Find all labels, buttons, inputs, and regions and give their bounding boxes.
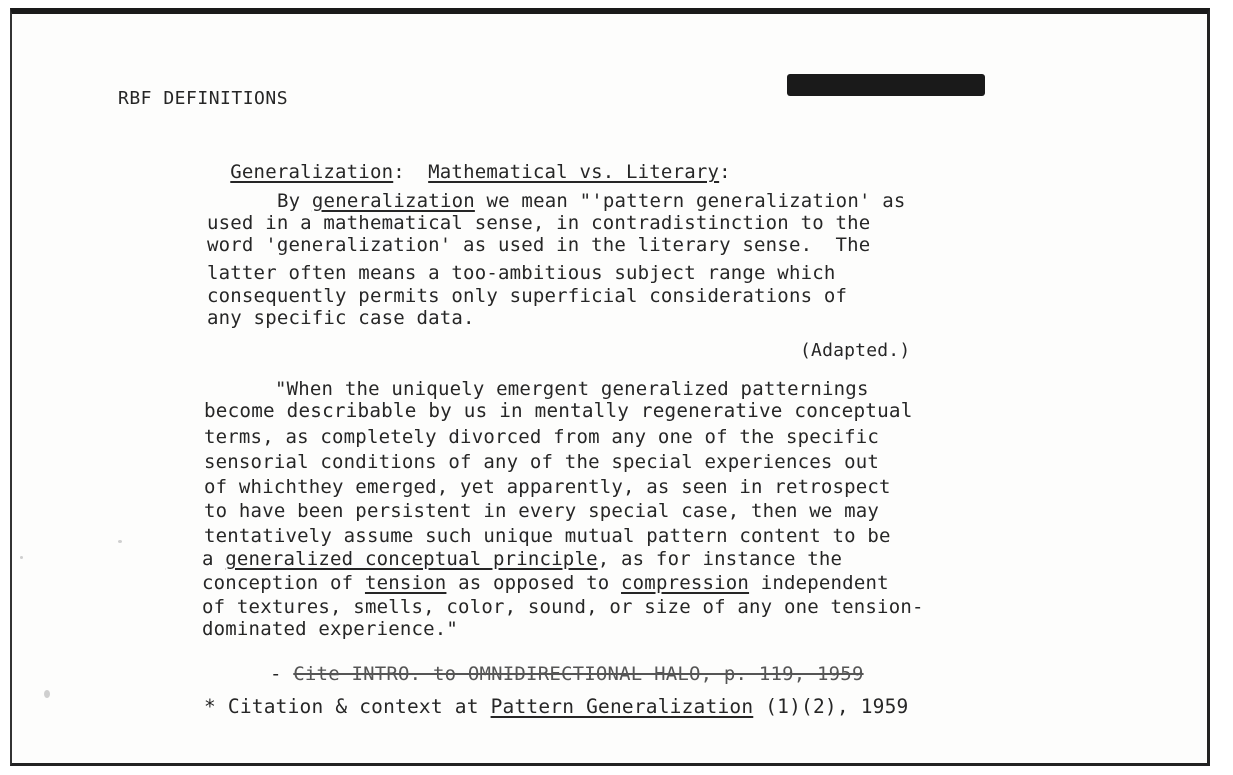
quote-line-3: terms, as completely divorced from any one of the specific [204, 426, 880, 448]
para1-term: generalization [311, 190, 475, 212]
quote-line-9-rest: independent [749, 572, 889, 594]
heading-qualifier-colon: : [719, 161, 731, 183]
quote-line-5: of whichthey emerged, yet apparently, as seen in retrospect [204, 476, 891, 498]
quote-line-4: sensorial conditions of any of the special experiences out [204, 451, 880, 473]
quote-line-6: to have been persistent in every special case, then we may [204, 500, 880, 522]
para1-prefix: By [277, 190, 312, 212]
quote-line-9-prefix: conception of [202, 572, 365, 594]
quote-line-9-mid: as opposed to [446, 572, 622, 594]
quote-line-9 [202, 572, 889, 594]
citation-struck-text: Cite INTRO. to OMNIDIRECTIONAL HALO, p. 119, 1959 [293, 663, 864, 685]
citation-prefix: Citation & context at [215, 695, 491, 718]
struck-citation [270, 663, 864, 685]
citation-line [204, 696, 909, 718]
quote-line-8-prefix: a [202, 548, 226, 570]
heading-colon: : [393, 161, 405, 183]
scan-speck [118, 540, 122, 543]
para1-line-2: used in a mathematical sense, in contradistinction to the [207, 212, 871, 234]
para1-line-5: consequently permits only superficial considerations of [207, 285, 848, 307]
definition-heading [207, 139, 731, 183]
adapted-note: (Adapted.) [800, 340, 911, 361]
citation-marker: * [204, 695, 216, 718]
para1-line-6: any specific case data. [207, 307, 475, 329]
citation-dash: - [270, 663, 294, 685]
quote-line-7: tentatively assume such unique mutual pattern content to be [204, 525, 891, 547]
heading-term: Generalization [230, 161, 394, 183]
quote-line-10: of textures, smells, color, sound, or size of any one tension- [202, 596, 924, 618]
scan-speck [20, 556, 23, 559]
para1-line-3: word 'generalization' as used in the literary sense. The [207, 234, 871, 256]
quote-line-2: become describable by us in mentally regenerative conceptual [204, 399, 913, 422]
quote-line-8 [202, 548, 842, 570]
redaction-bar [787, 74, 985, 96]
quote-term-compression: compression [621, 572, 750, 594]
quote-term-principle: generalized conceptual principle [225, 548, 598, 570]
heading-qualifier: Mathematical vs. Literary [428, 161, 720, 183]
para1-line-4: latter often means a too-ambitious subject range which [207, 262, 836, 284]
para1-line-1 [277, 190, 906, 212]
scan-speck [44, 690, 50, 698]
quote-line-11: dominated experience." [202, 618, 459, 640]
citation-suffix: (1)(2), 1959 [753, 695, 909, 718]
header-label: RBF DEFINITIONS [118, 88, 289, 109]
quote-line-1: "When the uniquely emergent generalized patternings [275, 378, 869, 400]
para1-rest: we mean "'pattern generalization' as [474, 190, 906, 212]
quote-term-tension: tension [364, 572, 447, 594]
quote-line-8-rest: , as for instance the [597, 548, 843, 570]
citation-link[interactable]: Pattern Generalization [490, 695, 754, 718]
